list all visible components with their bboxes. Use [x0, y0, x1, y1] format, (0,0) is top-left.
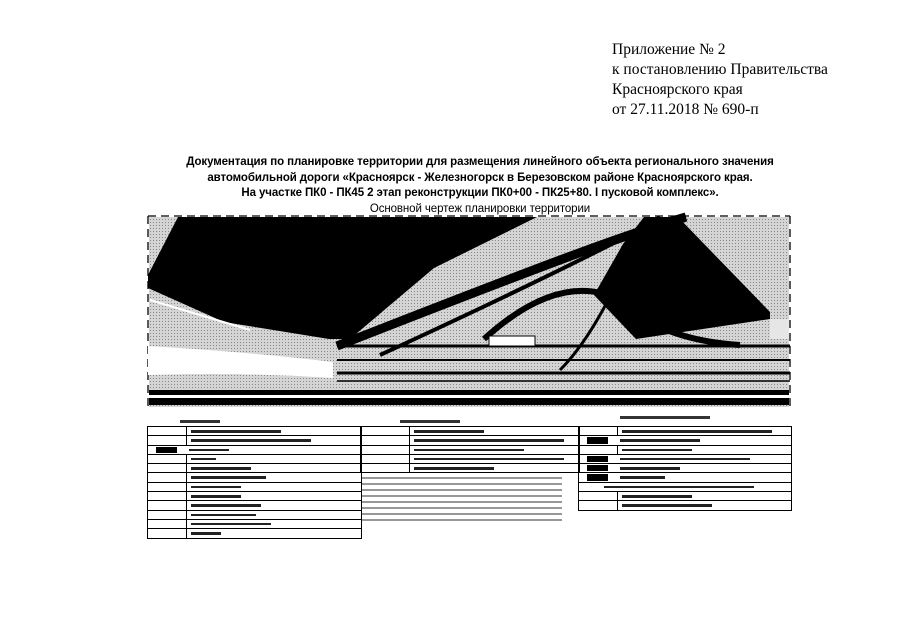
appendix-date: от 27.11.2018 № 690-п: [612, 101, 759, 118]
legend-table-left: [147, 426, 362, 539]
legend-right-heading: [620, 416, 710, 419]
legend-notes: [362, 475, 562, 525]
legend-middle-heading: [400, 420, 460, 423]
legend-table-middle: [360, 426, 580, 473]
title-line-2: автомобильной дороги «Красноярск - Железногорск в Березовском районе Красноярского края.: [207, 171, 753, 184]
appendix-region: Красноярского края: [612, 81, 743, 98]
drawing-subtitle: Основной чертеж планировки территории: [369, 202, 591, 215]
light-block-right: [770, 319, 789, 339]
appendix-resolution: к постановлению Правительства: [612, 61, 828, 78]
title-line-3: На участке ПК0 - ПК45 2 этап реконструкции ПК0+00 - ПК25+80. I пусковой комплекс».: [241, 187, 719, 199]
station-label-box: [489, 336, 535, 346]
appendix-number: Приложение № 2: [612, 41, 726, 58]
legend-left-heading: [180, 420, 220, 423]
legend-table-right: [578, 426, 792, 511]
title-line-1: Документация по планировке территории для размещения линейного объекта регионального значения: [186, 156, 774, 168]
